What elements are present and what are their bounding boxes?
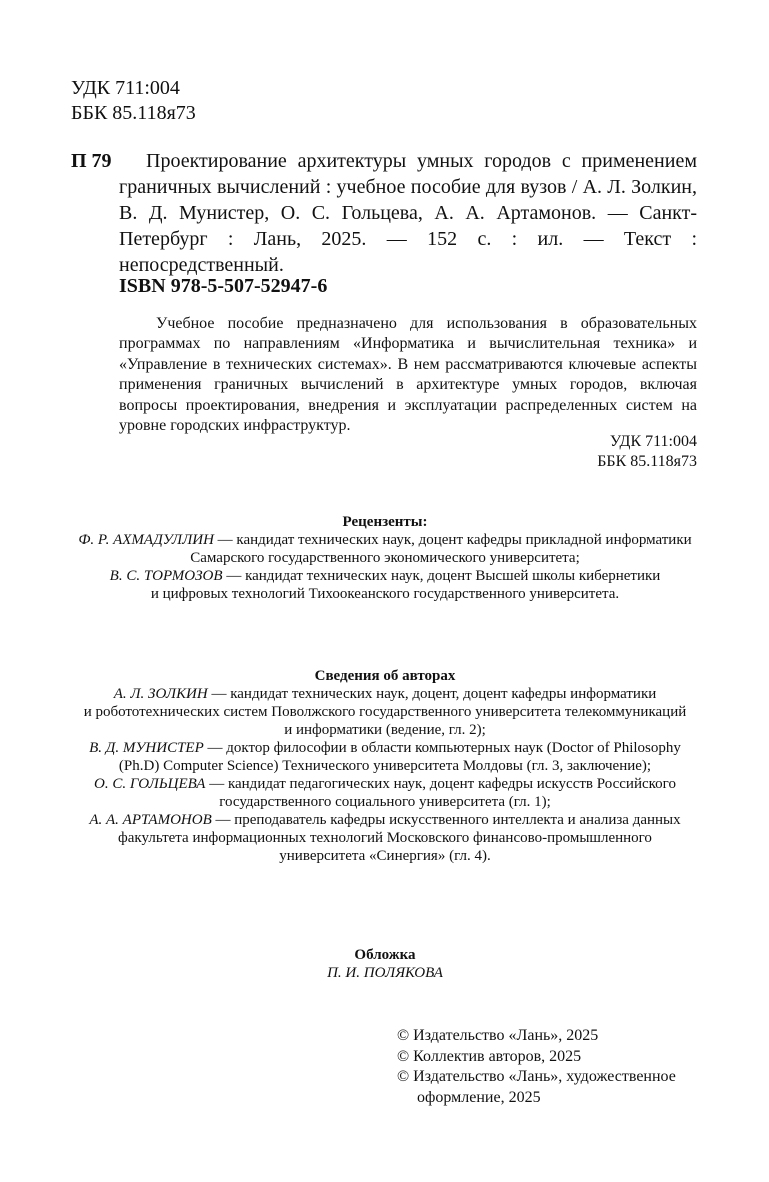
authors-section <box>60 667 710 865</box>
reviewer-entry <box>60 531 710 549</box>
author-desc-continued: университета «Синергия» (гл. 4). <box>279 848 491 864</box>
classification-codes-repeat <box>597 432 697 472</box>
author-desc-continued: государственного социального университета (гл. 1); <box>219 794 551 810</box>
reviewer-desc: — кандидат технических наук, доцент кафедры прикладной информатики <box>213 532 692 548</box>
cover-section <box>60 946 710 982</box>
author-desc-continued: и информатики (ведение, гл. 2); <box>284 722 486 738</box>
author-desc-continued: (Ph.D) Computer Science) Технического университета Молдовы (гл. 3, заключение); <box>118 758 652 774</box>
reviewer-desc-continued: Самарского государственного экономического университета; <box>190 550 580 566</box>
author-name: В. Д. МУНИСТЕР <box>89 740 204 756</box>
copyright-block <box>397 1026 697 1108</box>
author-entry <box>60 811 710 829</box>
udk-code-repeat: УДК 711:004 <box>609 433 697 450</box>
author-desc-continued: и робототехнических систем Поволжского государственного университета телекоммуникаций <box>83 704 687 720</box>
author-entry <box>60 775 710 793</box>
authors-heading: Сведения об авторах <box>314 668 456 684</box>
copyright-line: © Издательство «Лань», художественное оформление, 2025 <box>397 1068 676 1106</box>
bbk-code: ББК 85.118я73 <box>71 102 196 124</box>
author-entry <box>60 739 710 757</box>
author-desc-continued: факультета информационных технологий Московского финансово-промышленного <box>118 830 652 846</box>
bibliographic-text: Проектирование архитектуры умных городов с применением граничных вычислений : учебное пособие для вузов / А. Л. Золкин, В. Д. Мунистер, О. С. Гольцева, А. А. Артамонов. — Санкт-Петербург : Лань, 2025. — 152 с. : ил. — Текст : непосредственный. <box>119 150 697 276</box>
udk-code: УДК 711:004 <box>71 77 180 99</box>
author-name: О. С. ГОЛЬЦЕВА <box>94 776 206 792</box>
cover-heading: Обложка <box>354 947 416 963</box>
cover-designer: П. И. ПОЛЯКОВА <box>327 965 443 981</box>
annotation: Учебное пособие предназначено для использования в образовательных программах по направлениям «Информатика и вычислительная техника» и «Управление в технических системах». В нем рассматриваются ключевые аспекты применения граничных вычислений в архитектуре умных городов, включая вопросы проектирования, внедрения и эксплуатации распределенных систем на уровне городских инфраструктур. <box>119 315 697 435</box>
author-name: А. Л. ЗОЛКИН <box>113 686 208 702</box>
author-desc: — кандидат педагогических наук, доцент кафедры искусств Российского <box>205 776 676 792</box>
reviewer-desc: — кандидат технических наук, доцент Высшей школы кибернетики <box>222 568 661 584</box>
author-entry <box>60 685 710 703</box>
reviewer-name: Ф. Р. АХМАДУЛЛИН <box>78 532 214 548</box>
author-mark: П 79 <box>71 150 112 172</box>
author-name: А. А. АРТАМОНОВ <box>89 812 212 828</box>
author-desc: — доктор философии в области компьютерных наук (Doctor of Philosophy <box>203 740 681 756</box>
isbn: ISBN 978-5-507-52947-6 <box>119 275 328 297</box>
reviewers-heading: Рецензенты: <box>342 514 428 530</box>
bbk-code-repeat: ББК 85.118я73 <box>597 453 697 470</box>
copyright-line: © Коллектив авторов, 2025 <box>397 1047 582 1065</box>
bibliographic-description <box>119 148 697 278</box>
reviewer-name: В. С. ТОРМОЗОВ <box>109 568 223 584</box>
reviewers-section <box>60 513 710 603</box>
classification-codes <box>71 76 196 126</box>
copyright-line: © Издательство «Лань», 2025 <box>397 1027 599 1044</box>
author-desc: — кандидат технических наук, доцент, доцент кафедры информатики <box>207 686 657 702</box>
reviewer-desc-continued: и цифровых технологий Тихоокеанского государственного университета. <box>150 586 620 602</box>
reviewer-entry <box>60 567 710 585</box>
author-desc: — преподаватель кафедры искусственного интеллекта и анализа данных <box>211 812 681 828</box>
